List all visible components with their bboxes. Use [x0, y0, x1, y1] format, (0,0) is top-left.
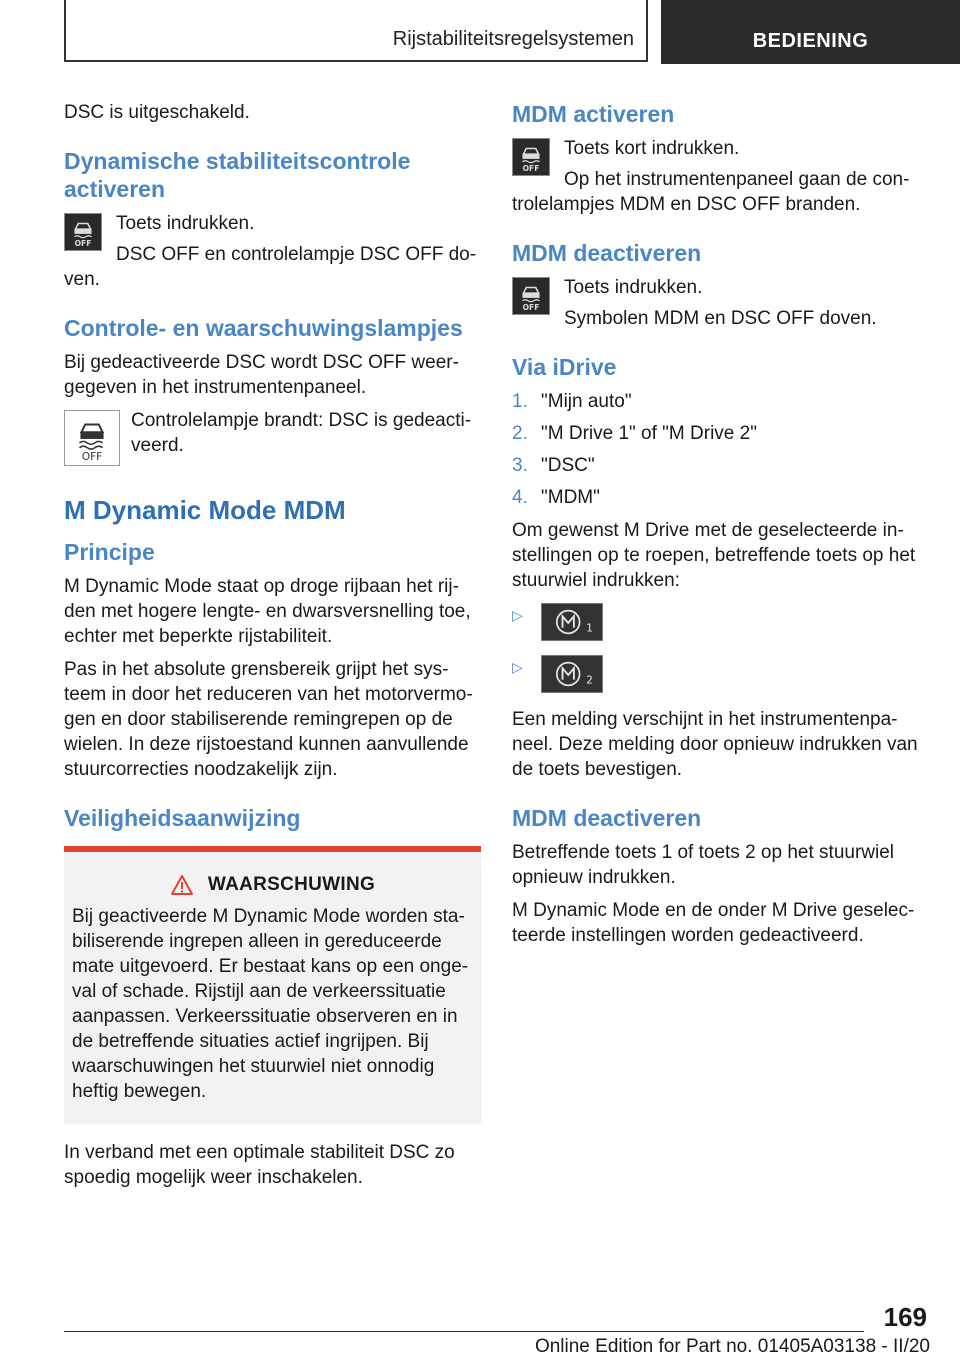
- svg-text:OFF: OFF: [81, 451, 103, 464]
- dsc-off-button-icon: [512, 277, 550, 315]
- footer-divider: [64, 1331, 864, 1332]
- mdm-activate-result-cont: trolelampjes MDM en DSC OFF branden.: [512, 194, 861, 215]
- warning-box: [64, 852, 481, 1124]
- lamp-row: [64, 408, 481, 468]
- svg-text:2: 2: [586, 674, 593, 687]
- heading-principle: Principe: [64, 539, 155, 565]
- principle-paragraph-2: Pas in het absolute grensbereik grijpt het sys-teem in door het reduceren van het motorvermo-gen en door stabiliserende remingrepen op de wielen. In deze rijstoestand kunnen aanvullende stuurcorrecties noodzakelijk zijn.: [64, 659, 473, 780]
- dsc-off-lamp-icon: [64, 410, 120, 466]
- header-section-box: [64, 0, 648, 62]
- heading-safety: Veiligheidsaanwijzing: [64, 805, 301, 831]
- m1-button-item: [512, 603, 924, 641]
- lamps-text: Bij gedeactiveerde DSC wordt DSC OFF weer-gegeven in het instrumentenpaneel.: [64, 352, 459, 398]
- right-column: [512, 100, 924, 956]
- m-drive-2-button-icon: [541, 655, 603, 693]
- svg-text:1: 1: [586, 622, 593, 635]
- warning-text: Bij geactiveerde M Dynamic Mode worden sta-biliserende ingrepen alleen in gereduceerde mate uitgevoerd. Er bestaat kans op een onge-val of schade. Rijstijl aan de verkeerssituatie aanpassen. Verkeerssituatie observeren en in de betreffende situaties actief ingrijpen. Bij waarschuwingen het stuurwiel niet onnodig heftig bewegen.: [72, 906, 469, 1102]
- m-drive-1-button-icon: [541, 603, 603, 641]
- list-item: 3. "DSC": [512, 455, 595, 476]
- page-number: 169: [883, 1302, 927, 1332]
- mdm-activate-row: [512, 136, 924, 217]
- heading-mdm-deactivate-2: MDM deactiveren: [512, 805, 702, 831]
- heading-idrive: Via iDrive: [512, 354, 617, 380]
- recall-text: Om gewenst M Drive met de geselecteerde in-stellingen op te roepen, betreffende toets op het stuurwiel indrukken:: [512, 520, 916, 591]
- header-chapter-box: [661, 0, 960, 64]
- heading-lamps: Controle- en waarschuwingslampjes: [64, 315, 463, 341]
- heading-dsc-activate: Dynamische stabiliteitscontrole activeren: [64, 148, 411, 202]
- left-column: [64, 100, 481, 1198]
- mdm-deactivate-result: Symbolen MDM en DSC OFF doven.: [564, 308, 877, 329]
- bullet-triangle-icon: ▷: [512, 659, 523, 675]
- header-chapter-title: BEDIENING: [752, 30, 869, 52]
- svg-text:OFF: OFF: [522, 303, 540, 313]
- dsc-off-button-icon: [64, 213, 102, 251]
- mdm-deactivate-step: Toets indrukken.: [564, 277, 703, 298]
- dsc-activate-result: DSC OFF en controlelampje DSC OFF do-: [116, 244, 477, 265]
- heading-mdm: M Dynamic Mode MDM: [64, 495, 346, 525]
- list-item: 2. "M Drive 1" of "M Drive 2": [512, 423, 757, 444]
- dsc-off-button-icon: [512, 138, 550, 176]
- warning-title: WAARSCHUWING: [207, 874, 376, 895]
- heading-mdm-deactivate: MDM deactiveren: [512, 240, 702, 266]
- svg-text:OFF: OFF: [522, 164, 540, 174]
- heading-mdm-activate: MDM activeren: [512, 101, 675, 127]
- deactivate-2-paragraph-2: M Dynamic Mode en de onder M Drive geselec-teerde instellingen worden gedeactiveerd.: [512, 900, 915, 946]
- idrive-steps: [512, 389, 924, 510]
- warning-header: [72, 874, 473, 896]
- closing-text: In verband met een optimale stabiliteit DSC zo spoedig mogelijk weer inschakelen.: [64, 1142, 455, 1188]
- lamp-description: Controlelampje brandt: DSC is gedeacti-veerd.: [131, 410, 472, 456]
- dsc-activate-result-cont: ven.: [64, 269, 100, 290]
- list-item: 1. "Mijn auto": [512, 391, 632, 412]
- bullet-triangle-icon: ▷: [512, 607, 523, 623]
- warning-triangle-icon: [170, 874, 194, 896]
- principle-paragraph-1: M Dynamic Mode staat op droge rijbaan het rij-den met hogere lengte- en dwarsversnelling toe, echter met beperkte rijstabiliteit.: [64, 576, 471, 647]
- deactivate-2-paragraph-1: Betreffende toets 1 of toets 2 op het stuurwiel opnieuw indrukken.: [512, 842, 895, 888]
- footer-edition: Online Edition for Part no. 01405A03138 - II/20: [534, 1336, 930, 1357]
- mdm-deactivate-row: [512, 275, 924, 331]
- header-section-title: Rijstabiliteitsregelsystemen: [392, 28, 634, 50]
- message-text: Een melding verschijnt in het instrumentenpa-neel. Deze melding door opnieuw indrukken van de toets bevestigen.: [512, 709, 918, 780]
- intro-text: DSC is uitgeschakeld.: [64, 102, 250, 123]
- m2-button-item: [512, 655, 924, 693]
- list-item: 4. "MDM": [512, 487, 600, 508]
- mdm-activate-result: Op het instrumentenpaneel gaan de con-: [564, 169, 910, 190]
- dsc-activate-row: [64, 211, 481, 292]
- dsc-activate-step: Toets indrukken.: [116, 213, 255, 234]
- svg-text:OFF: OFF: [74, 239, 92, 249]
- mdm-activate-step: Toets kort indrukken.: [564, 138, 740, 159]
